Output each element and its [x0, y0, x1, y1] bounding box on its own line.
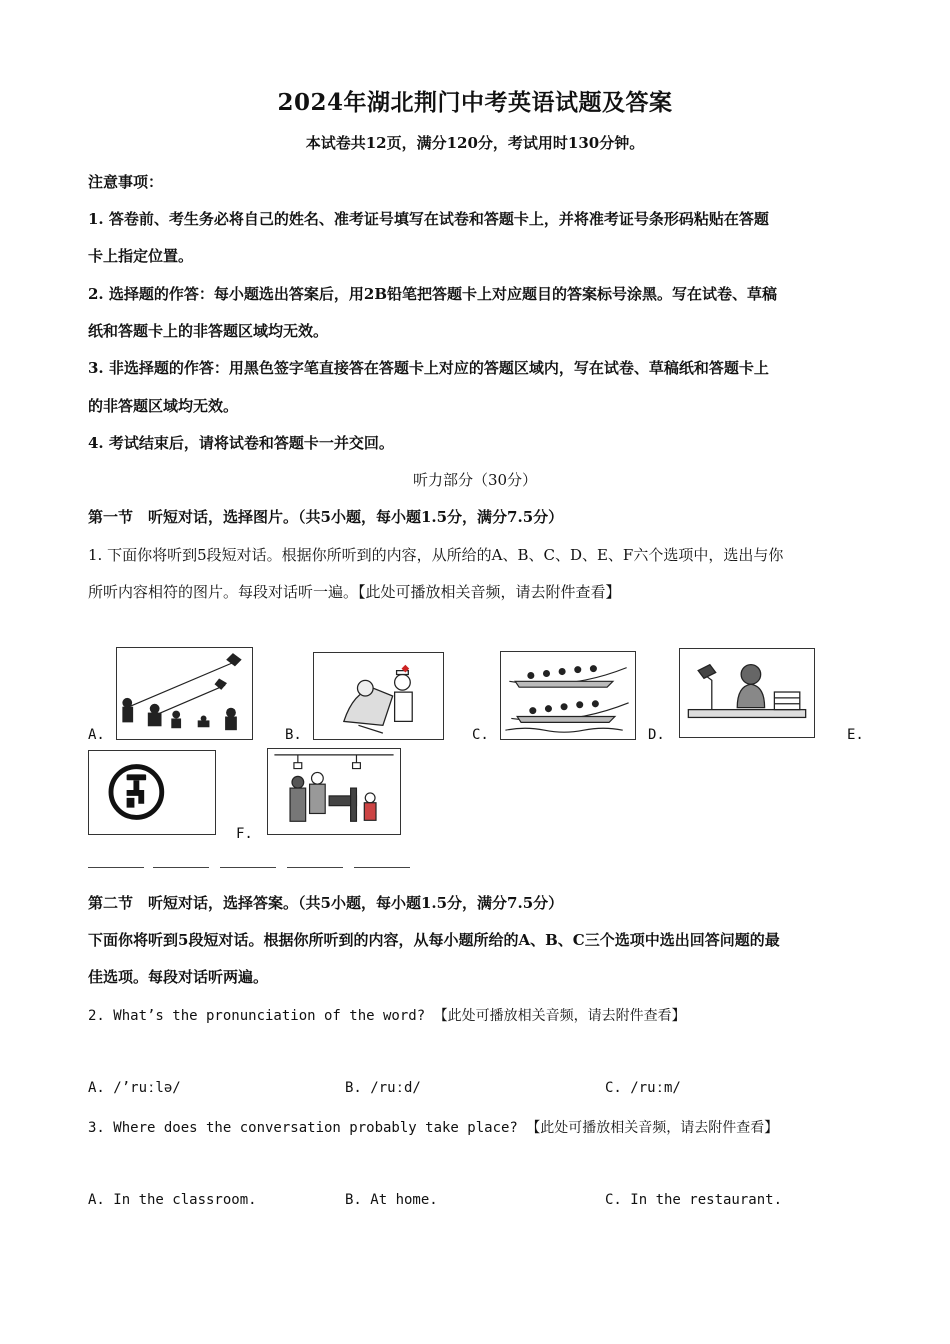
- section2-title: 第二节 听短对话，选择答案。（共5小题，每小题1.5分，满分7.5分）: [88, 894, 564, 912]
- question-3: 3. Where does the conversation probably take place? 【此处可播放相关音频，请去附件查看】: [88, 1120, 779, 1136]
- answer-blank[interactable]: [220, 867, 276, 868]
- question-3-option-a[interactable]: A. In the classroom.: [88, 1192, 257, 1208]
- notice-heading: 注意事项：: [88, 173, 164, 191]
- answer-blank[interactable]: [88, 867, 144, 868]
- question-1-line1: 1. 下面你将听到5段短对话。根据你所听到的内容，从所给的A、B、C、D、E、F六个选项中，选出与你: [88, 546, 784, 564]
- question-1-line2: 所听内容相符的图片。每段对话听一遍。【此处可播放相关音频，请去附件查看】: [88, 583, 621, 601]
- notice-item: 2. 选择题的作答：每小题选出答案后，用2B铅笔把答题卡上对应题目的答案标号涂黑。写在试卷、草稿: [88, 285, 778, 303]
- question-3-option-b[interactable]: B. At home.: [345, 1192, 438, 1208]
- question-2-option-c[interactable]: C. /ruːm/: [605, 1080, 681, 1096]
- question-2-option-b[interactable]: B. /ruːd/: [345, 1080, 421, 1096]
- option-label: F.: [236, 826, 253, 842]
- section1-title: 第一节 听短对话，选择图片。（共5小题，每小题1.5分，满分7.5分）: [88, 508, 564, 526]
- section2-intro-line2: 佳选项。每段对话听两遍。: [88, 968, 269, 986]
- answer-blank[interactable]: [287, 867, 343, 868]
- option-label: D.: [648, 727, 665, 743]
- exam-info: 本试卷共12页，满分120分，考试用时130分钟。: [305, 134, 645, 152]
- option-label: E.: [847, 727, 864, 743]
- student-desk-picture: [679, 648, 815, 738]
- notice-item: 纸和答题卡上的非答题区域均无效。: [88, 322, 329, 340]
- notice-item: 1. 答卷前、考生务必将自己的姓名、准考证号填写在试卷和答题卡上，并将准考证号条形码粘贴在答题: [88, 210, 769, 228]
- question-3-option-c[interactable]: C. In the restaurant.: [605, 1192, 783, 1208]
- bus-seat-picture: [267, 748, 401, 835]
- notice-item: 卡上指定位置。: [88, 247, 194, 265]
- no-sign-picture: [88, 750, 216, 835]
- notice-item: 的非答题区域均无效。: [88, 397, 239, 415]
- option-label: A.: [88, 727, 105, 743]
- question-2: 2. What’s the pronunciation of the word? 【此处可播放相关音频，请去附件查看】: [88, 1008, 686, 1024]
- notice-item: 4. 考试结束后，请将试卷和答题卡一并交回。: [88, 434, 394, 452]
- dentist-picture: [313, 652, 444, 740]
- notice-item: 3. 非选择题的作答：用黑色签字笔直接答在答题卡上对应的答题区域内，写在试卷、草稿纸和答题卡上: [88, 359, 769, 377]
- kite-flying-picture: [116, 647, 253, 740]
- question-2-option-a[interactable]: A. /’ruːlə/: [88, 1080, 181, 1096]
- section2-intro-line1: 下面你将听到5段短对话。根据你所听到的内容，从每小题所给的A、B、C三个选项中选出回答问题的最: [88, 931, 780, 949]
- page-title: 2024年湖北荆门中考英语试题及答案: [277, 89, 673, 116]
- option-label: C.: [472, 727, 489, 743]
- option-label: B.: [285, 727, 302, 743]
- listening-heading: 听力部分（30分）: [412, 471, 538, 489]
- answer-blank[interactable]: [354, 867, 410, 868]
- dragon-boat-picture: [500, 651, 636, 740]
- answer-blank[interactable]: [153, 867, 209, 868]
